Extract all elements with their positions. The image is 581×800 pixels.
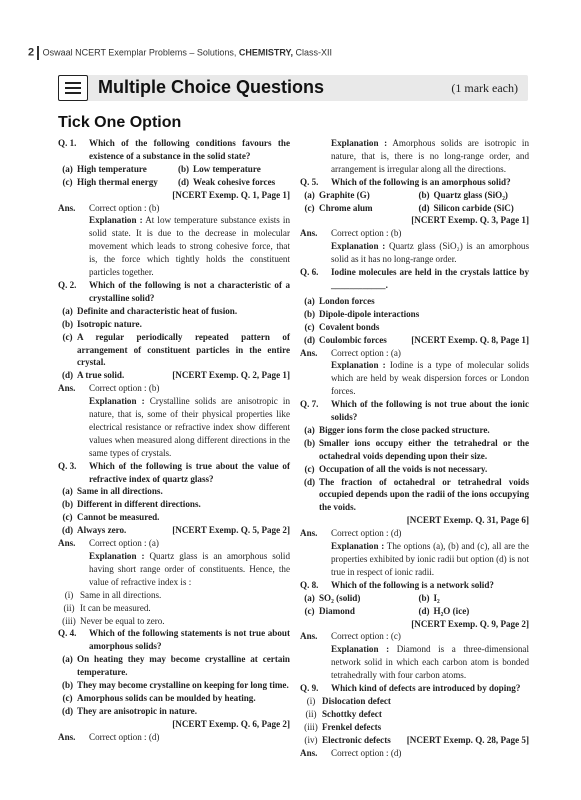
q8-exp_label: Explanation : [331,644,390,655]
option-label: (a) [62,654,73,665]
option-label: (a) [62,163,73,174]
q4-a: On heating they may become crystalline at certain temperature. [77,654,290,678]
q2-d: A true solid. [77,370,125,381]
q7-b: Smaller ions occupy either the tetrahedral or the octahedral voids depending upon their size. [319,437,529,461]
q1-ref: [NCERT Exemp. Q. 1, Page 1] [172,189,290,200]
q2-exp_label: Explanation : [89,396,145,407]
option-label: (c) [304,605,315,616]
q1-ans: Correct option : (b) [89,202,160,213]
q4-d: They are anisotropic in nature. [77,705,197,716]
banner-marks: (1 mark each) [451,81,518,95]
q6-exp: Iodine is a type of molecular solids which are held by weak dispersion forces or London forces. [331,360,529,397]
q6-num: Q. 6. [300,267,319,278]
question-7 [300,398,529,424]
q5-a: Graphite (G) [319,189,370,200]
option-label: (c) [62,692,73,703]
q3-ans: Correct option : (a) [89,538,159,549]
q9-iv: Electronic defects [322,734,391,745]
option-label: (iv) [304,734,318,745]
q1-d: Weak cohesive forces [193,176,276,187]
option-label: (c) [62,176,73,187]
q4-text: Which of the following statements is not true about amorphous solids? [89,628,290,652]
q8-c: Diamond [319,605,355,616]
q4-num: Q. 4. [58,628,77,639]
option-label: (d) [177,176,190,187]
question-8 [300,579,529,592]
option-label: (b) [418,189,430,200]
q2-text: Which of the following is not a characteristic of a crystalline solid? [89,279,290,303]
q3-c: Cannot be measured. [77,512,160,523]
q5-ans_label: Ans. [300,228,318,239]
q9-ans_label: Ans. [300,747,318,758]
option-label: (d) [418,605,430,616]
q4-exp: Amorphous solids are isotropic in nature, that is, there is no long-range order, and arrangement is irregular along all the directions. [331,138,529,174]
q1-exp: At low temperature substance exists in solid state. It is due to the decrease in molecular movement which leads to strong cohesive force, that is, the force which tightly holds the constituent particles together. [89,215,290,278]
option-label: (c) [304,202,315,213]
option-label: (b) [61,318,74,329]
q2-c: A regular periodically repeated pattern of arrangement of constituent particles in the entire crystal. [77,331,290,368]
q5-exp_label: Explanation : [331,241,386,252]
q3-ii: It can be measured. [80,602,151,613]
option-label: (c) [62,331,73,342]
q6-d: Coulombic forces [319,334,387,345]
q9-i: Dislocation defect [322,695,391,706]
right-column [300,137,529,760]
q4-c: Amorphous solids can be moulded by heating. [77,692,256,703]
q5-b: Quartz glass (SiO₂) [433,189,508,200]
option-label: (c) [62,512,73,523]
question-1 [58,137,290,163]
q7-ref: [NCERT Exemp. Q. 31, Page 6] [406,515,529,526]
q1-num: Q. 1. [58,138,77,148]
q4-ref: [NCERT Exemp. Q. 6, Page 2] [172,718,290,729]
q7-text: Which of the following is not true about the ionic solids? [331,399,529,423]
option-label: (a) [304,424,315,435]
q3-exp: Quartz glass is an amorphous solid having short range order of constituents. Hence, the value of refractive index is : [89,551,290,587]
option-label: (a) [304,295,315,306]
q7-a: Bigger ions form the close packed structure. [319,424,490,435]
page-number: 2 [28,46,35,59]
option-label: (b) [61,499,74,510]
q2-ref: [NCERT Exemp. Q. 2, Page 1] [172,370,290,381]
q9-iii: Frenkel defects [322,721,382,732]
q2-exp: Crystalline solids are anisotropic in nature, that is, some of their physical properties like electrical resistance or refractive index show different values when measured along different directions in the same types of crystals. [89,396,290,458]
banner-title: Multiple Choice Questions [98,77,325,97]
option-label: (d) [303,334,316,345]
q7-d: The fraction of octahedral or tetrahedral voids occupied depends upon the radii of the ions occupying the voids. [319,476,529,513]
q3-ans_label: Ans. [58,538,76,549]
q8-exp: Diamond is a three-dimensional network solid in which each carbon atom is bonded tetrahedrally with four carbon atoms. [331,644,529,681]
q3-ref: [NCERT Exemp. Q. 5, Page 2] [172,525,290,536]
header-text: Oswaal NCERT Exemplar Problems – Solutions, [42,47,239,58]
q7-exp_label: Explanation : [331,541,385,552]
option-label: (c) [304,463,315,474]
q1-text: Which of the following conditions favours the existence of a substance in the solid state? [89,138,290,161]
option-label: (c) [304,321,315,332]
q6-exp_label: Explanation : [331,360,386,371]
q3-num: Q. 3. [58,460,77,471]
q4-ans: Correct option : (d) [89,731,160,742]
q2-a: Definite and characteristic heat of fusion. [77,305,238,316]
q1-a: High temperature [77,163,147,174]
notepad-icon [58,75,88,101]
q9-ref: [NCERT Exemp. Q. 28, Page 5] [406,734,529,745]
q8-b: I₂ [433,592,440,603]
q6-ans: Correct option : (a) [331,347,401,358]
q8-num: Q. 8. [300,579,319,590]
left-column [58,137,290,744]
option-label: (a) [62,486,73,497]
option-label: (ii) [63,602,75,613]
option-label: (a) [304,189,315,200]
q8-ref: [NCERT Exemp. Q. 9, Page 2] [411,618,529,629]
section-banner [58,75,528,101]
q6-a: London forces [319,295,375,306]
q7-num: Q. 7. [300,399,319,410]
section-heading: Tick One Option [58,114,182,131]
option-label: (d) [418,202,430,213]
option-label: (d) [61,370,74,381]
q6-ref: [NCERT Exemp. Q. 8, Page 1] [411,334,529,345]
q6-b: Dipole-dipole interactions [319,308,420,319]
q8-a: SO₂ (solid) [319,592,361,603]
q3-b: Different in different directions. [77,499,201,510]
q9-text: Which kind of defects are introduced by doping? [331,683,521,694]
q5-exp: Quartz glass (SiO₂) is an amorphous solid as it has no long-range order. [331,241,529,265]
q9-ii: Schottky defect [322,708,382,719]
q7-ans_label: Ans. [300,528,318,539]
option-label: (ii) [305,708,317,719]
question-9 [300,682,529,695]
q4-b: They may become crystalline on keeping for long time. [77,680,289,691]
q1-exp_label: Explanation : [89,215,143,226]
q2-ans_label: Ans. [58,383,76,394]
option-label: (d) [303,476,316,487]
q3-exp_label: Explanation : [89,551,145,561]
q5-text: Which of the following is an amorphous solid? [331,176,511,187]
q2-ans: Correct option : (b) [89,383,160,394]
q5-ans: Correct option : (b) [331,228,402,239]
q5-ref: [NCERT Exemp. Q. 3, Page 1] [411,215,529,226]
q4-ans_label: Ans. [58,731,76,742]
header-subject: CHEMISTRY, [238,47,294,58]
question-3 [58,460,290,486]
option-label: (d) [61,705,74,716]
option-label: (iii) [62,615,76,626]
q1-ans_label: Ans. [58,202,76,213]
q3-d: Always zero. [77,525,127,536]
question-4 [58,627,290,653]
q8-d: H₂O (ice) [433,605,470,616]
option-label: (b) [303,308,316,319]
q9-num: Q. 9. [300,683,319,694]
option-label: (a) [62,305,73,316]
q3-iii: Never be equal to zero. [80,615,165,626]
header-divider [37,46,39,60]
question-2 [58,279,290,305]
q3-a: Same in all directions. [77,486,163,497]
option-label: (b) [303,437,316,448]
q4-exp_label: Explanation : [331,138,388,148]
q1-b: Low temperature [193,163,261,174]
q7-ans: Correct option : (d) [331,528,402,539]
q5-num: Q. 5. [300,176,319,187]
q8-ans_label: Ans. [300,631,318,642]
q5-c: Chrome alum [319,202,373,213]
q2-b: Isotropic nature. [77,318,142,329]
option-label: (iii) [304,721,318,732]
q3-i: Same in all directions. [80,589,162,600]
header-class: Class-XII [293,47,333,58]
q6-ans_label: Ans. [300,347,318,358]
q7-exp: The options (a), (b) and (c), all are the properties exhibited by ionic radii but option (d) is not true in respect of ionic radii. [331,541,529,577]
option-label: (d) [61,525,74,536]
q9-ans: Correct option : (d) [331,747,402,758]
q6-c: Covalent bonds [319,321,380,332]
option-label: (a) [304,592,315,603]
q7-c: Occupation of all the voids is not necessary. [319,463,488,474]
q3-text: Which of the following is true about the value of refractive index of quartz glass? [89,460,290,484]
q2-num: Q. 2. [58,279,77,290]
option-label: (b) [418,592,430,603]
q8-ans: Correct option : (c) [331,631,401,642]
q5-d: Silicon carbide (SiC) [433,202,514,213]
option-label: (i) [64,589,74,600]
q6-text: Iodine molecules are held in the crystals lattice by ____________. [331,267,529,290]
q1-c: High thermal energy [77,176,158,187]
option-label: (b) [61,680,74,691]
option-label: (b) [177,163,190,174]
running-header [28,46,332,60]
q8-text: Which of the following is a network solid? [331,579,494,590]
question-6 [300,266,529,292]
option-label: (i) [306,695,316,706]
question-5 [300,176,529,189]
